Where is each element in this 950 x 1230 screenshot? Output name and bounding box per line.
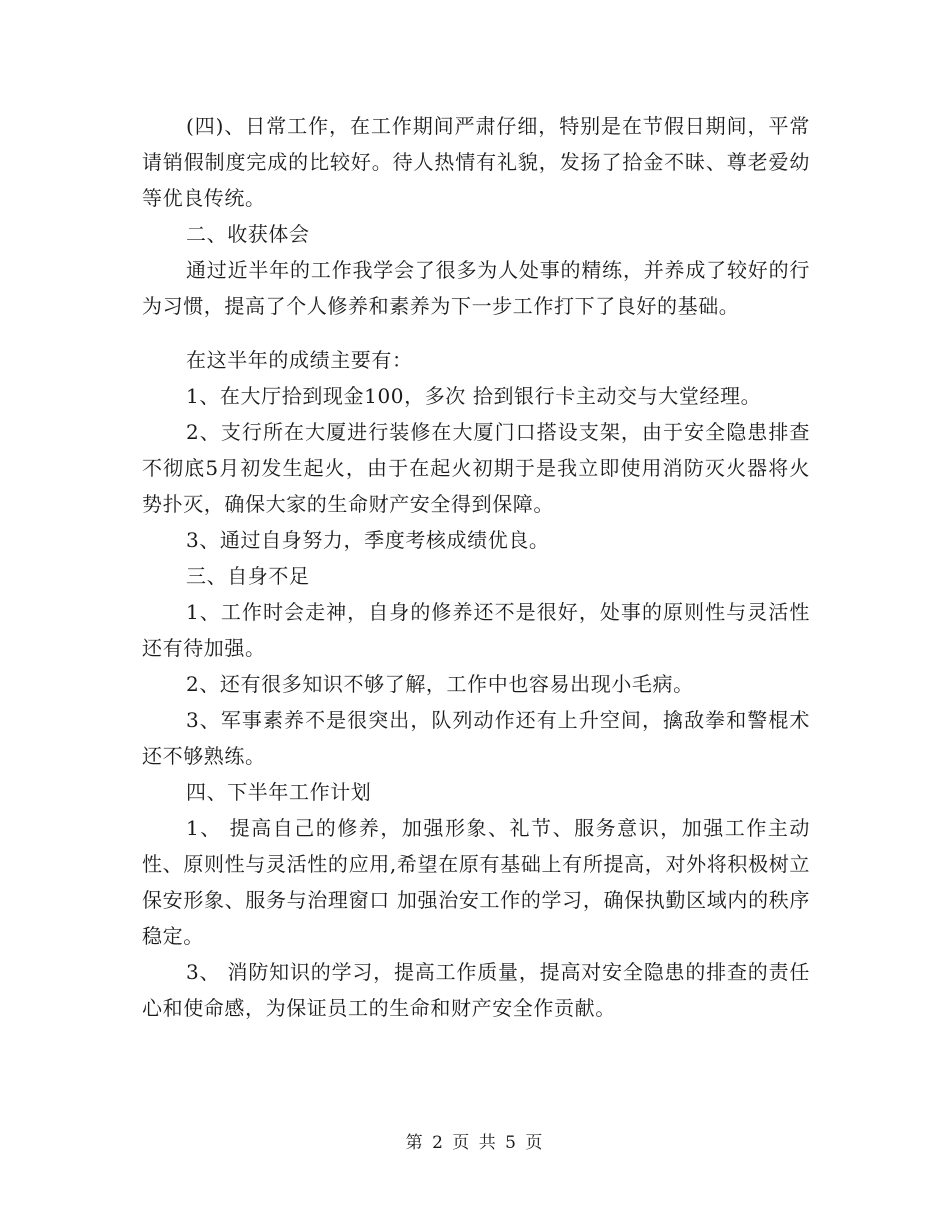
shortcoming-item-3: 3、军事素养不是很突出，队列动作还有上升空间，擒敌拳和警棍术还不够熟练。 — [142, 708, 810, 768]
heading-shortcomings: 三、自身不足 — [186, 564, 310, 588]
paragraph-achievements-intro: 在这半年的成绩主要有： — [186, 348, 413, 372]
paragraph-gains: 通过近半年的工作我学会了很多为人处事的精练，并养成了较好的行为习惯，提高了个人修养和素养为下一步工作打下了良好的基础。 — [142, 258, 810, 318]
shortcoming-item-1: 1、工作时会走神，自身的修养还不是很好，处事的原则性与灵活性还有待加强。 — [142, 600, 810, 660]
plan-item-1: 1、 提高自己的修养，加强形象、礼节、服务意识，加强工作主动性、原则性与灵活性的应用,希望在原有基础上有所提高，对外将积极树立保安形象、服务与治理窗口 加强治安工作的学习，确保执勤区域内的秩序稳定。 — [142, 816, 810, 948]
paragraph-daily-work: (四)、日常工作，在工作期间严肃仔细，特别是在节假日期间，平常请销假制度完成的比较好。待人热情有礼貌，发扬了拾金不昧、尊老爱幼等优良传统。 — [142, 114, 810, 210]
document-body — [142, 108, 810, 1026]
page-number-footer: 第 2 页 共 5 页 — [405, 1133, 545, 1153]
heading-gains: 二、收获体会 — [186, 222, 310, 246]
paragraph-gap — [142, 324, 810, 342]
plan-item-3: 3、 消防知识的学习，提高工作质量，提高对安全隐患的排查的责任心和使命感，为保证员工的生命和财产安全作贡献。 — [142, 960, 810, 1020]
shortcoming-item-2: 2、还有很多知识不够了解，工作中也容易出现小毛病。 — [186, 672, 694, 696]
heading-work-plan: 四、下半年工作计划 — [186, 780, 372, 804]
achievement-item-3: 3、通过自身努力，季度考核成绩优良。 — [186, 528, 550, 552]
achievement-item-2: 2、支行所在大厦进行装修在大厦门口搭设支架，由于安全隐患排查不彻底5月初发生起火，由于在起火初期于是我立即使用消防灭火器将火势扑灭，确保大家的生命财产安全得到保障。 — [142, 420, 810, 516]
achievement-item-1: 1、在大厅拾到现金100，多次 拾到银行卡主动交与大堂经理。 — [186, 384, 762, 408]
